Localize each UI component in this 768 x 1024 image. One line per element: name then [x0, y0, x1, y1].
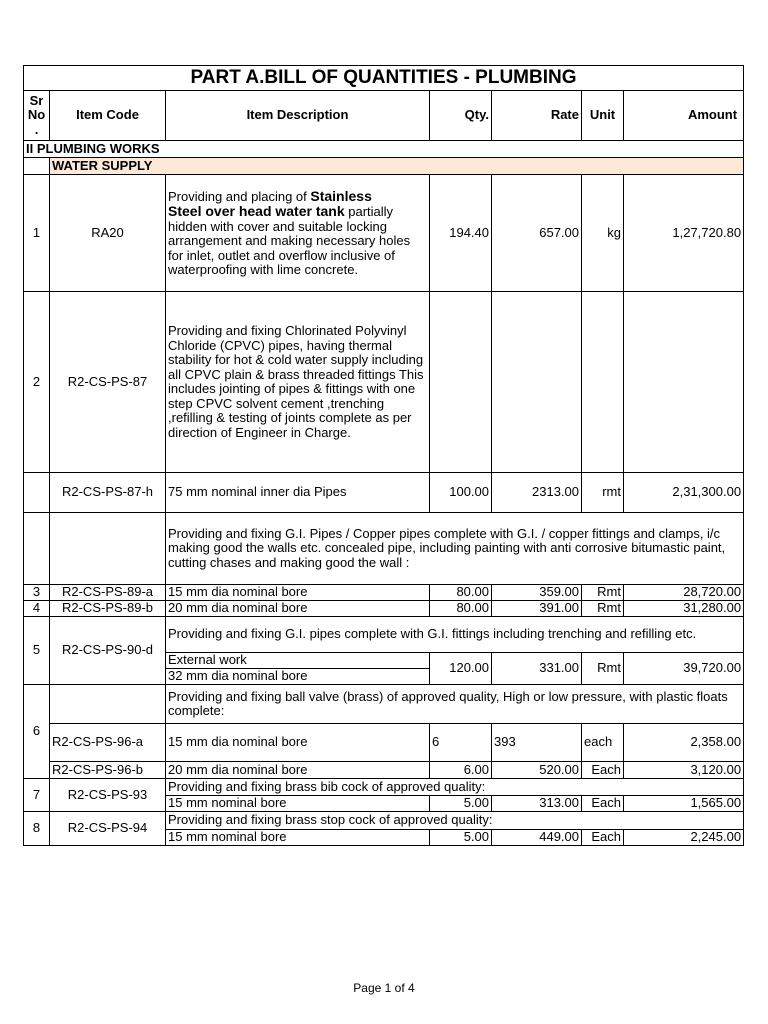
- header-item-description: Item Description: [166, 91, 430, 141]
- item-description: 15 mm nominal bore: [166, 830, 430, 846]
- item-code: R2-CS-PS-90-d: [50, 617, 166, 685]
- amount: 31,280.00: [624, 601, 744, 617]
- header-rate: Rate: [492, 91, 582, 141]
- page-title: PART A.BILL OF QUANTITIES - PLUMBING: [24, 66, 744, 91]
- table-row: [24, 762, 744, 779]
- item-description: 20 mm dia nominal bore: [166, 601, 430, 617]
- subsection-heading: WATER SUPPLY: [50, 158, 744, 175]
- sr-no: 3: [24, 585, 50, 601]
- table-row: [24, 812, 744, 830]
- table-row: [24, 685, 744, 724]
- table-row: [24, 292, 744, 473]
- header-unit: Unit: [582, 91, 624, 141]
- item-description: Providing and fixing Chlorinated Polyvinyl Chloride (CPVC) pipes, having thermal stability for hot & cold water supply including all CPVC plain & brass threaded fittings This includes jointing of pipes & fittings with one step CPVC solvent cement ,trenching ,refilling & testing of joints complete as per direction of Engineer in Charge.: [166, 292, 430, 473]
- item-description: 20 mm dia nominal bore: [166, 762, 430, 779]
- sr-no: 2: [24, 292, 50, 473]
- unit: each: [582, 724, 624, 762]
- unit: Each: [582, 830, 624, 846]
- qty: 5.00: [430, 830, 492, 846]
- sr-no: 1: [24, 175, 50, 292]
- qty: 5.00: [430, 796, 492, 812]
- item-description: 15 mm dia nominal bore: [166, 724, 430, 762]
- rate: 359.00: [492, 585, 582, 601]
- sr-no: 4: [24, 601, 50, 617]
- subsection-row: [24, 158, 744, 175]
- sr-no: 8: [24, 812, 50, 846]
- amount: 2,358.00: [624, 724, 744, 762]
- header-item-code: Item Code: [50, 91, 166, 141]
- sr-no: 6: [24, 685, 50, 779]
- qty: 120.00: [430, 653, 492, 685]
- item-code: R2-CS-PS-89-a: [50, 585, 166, 601]
- item-code: RA20: [50, 175, 166, 292]
- item-description: External work: [166, 653, 430, 669]
- item-code: R2-CS-PS-89-b: [50, 601, 166, 617]
- amount: 2,31,300.00: [624, 473, 744, 513]
- title-row: [24, 66, 744, 91]
- item-code: R2-CS-PS-96-b: [50, 762, 166, 779]
- table-row: [24, 617, 744, 653]
- item-description: Providing and fixing brass bib cock of approved quality:: [166, 779, 744, 796]
- table-row: [24, 473, 744, 513]
- item-description: Providing and placing of Stainless Steel over head water tank partially hidden with cover and suitable locking arrangement and making necessary holes for inlet, outlet and overflow inclusive of waterproofing with lime concrete.: [166, 175, 430, 292]
- item-description: Providing and fixing ball valve (brass) of approved quality, High or low pressure, with plastic floats complete:: [166, 685, 744, 724]
- unit: rmt: [582, 473, 624, 513]
- qty: 80.00: [430, 585, 492, 601]
- item-description: 15 mm dia nominal bore: [166, 585, 430, 601]
- table-row: [24, 585, 744, 601]
- qty: 100.00: [430, 473, 492, 513]
- rate: 657.00: [492, 175, 582, 292]
- table-row: [24, 513, 744, 585]
- item-code: R2-CS-PS-87-h: [50, 473, 166, 513]
- amount: 2,245.00: [624, 830, 744, 846]
- sr-no: 5: [24, 617, 50, 685]
- table-row: [24, 601, 744, 617]
- item-code: R2-CS-PS-96-a: [50, 724, 166, 762]
- amount: 1,27,720.80: [624, 175, 744, 292]
- table-row: [24, 724, 744, 762]
- unit: Each: [582, 762, 624, 779]
- qty: 6.00: [430, 762, 492, 779]
- rate: 331.00: [492, 653, 582, 685]
- unit: Each: [582, 796, 624, 812]
- amount: 1,565.00: [624, 796, 744, 812]
- section-heading: II PLUMBING WORKS: [24, 141, 744, 158]
- unit: kg: [582, 175, 624, 292]
- section-row: [24, 141, 744, 158]
- sr-no: 7: [24, 779, 50, 812]
- unit: Rmt: [582, 653, 624, 685]
- boq-table: [23, 65, 744, 846]
- rate: 449.00: [492, 830, 582, 846]
- header-qty: Qty.: [430, 91, 492, 141]
- rate: 2313.00: [492, 473, 582, 513]
- qty: 80.00: [430, 601, 492, 617]
- item-description: 75 mm nominal inner dia Pipes: [166, 473, 430, 513]
- unit: Rmt: [582, 601, 624, 617]
- item-description: Providing and fixing brass stop cock of approved quality:: [166, 812, 744, 830]
- table-row: [24, 779, 744, 796]
- item-code: R2-CS-PS-94: [50, 812, 166, 846]
- rate: 520.00: [492, 762, 582, 779]
- item-code: R2-CS-PS-93: [50, 779, 166, 812]
- rate: 313.00: [492, 796, 582, 812]
- amount: 28,720.00: [624, 585, 744, 601]
- header-amount: Amount: [624, 91, 744, 141]
- item-description: Providing and fixing G.I. pipes complete with G.I. fittings including trenching and refilling etc.: [166, 617, 744, 653]
- amount: 39,720.00: [624, 653, 744, 685]
- item-description: 32 mm dia nominal bore: [166, 669, 430, 685]
- item-description: Providing and fixing G.I. Pipes / Copper pipes complete with G.I. / copper fittings and clamps, i/c making good the walls etc. concealed pipe, including painting with anti corrosive bitumastic paint, cutting chases and making good the wall :: [166, 513, 744, 585]
- item-description: 15 mm nominal bore: [166, 796, 430, 812]
- header-sr-no: Sr No .: [24, 91, 50, 141]
- rate: 393: [492, 724, 582, 762]
- item-code: R2-CS-PS-87: [50, 292, 166, 473]
- rate: 391.00: [492, 601, 582, 617]
- header-row: [24, 91, 744, 141]
- amount: 3,120.00: [624, 762, 744, 779]
- table-row: [24, 175, 744, 292]
- qty: 6: [430, 724, 492, 762]
- page-number: Page 1 of 4: [353, 981, 415, 995]
- unit: Rmt: [582, 585, 624, 601]
- qty: 194.40: [430, 175, 492, 292]
